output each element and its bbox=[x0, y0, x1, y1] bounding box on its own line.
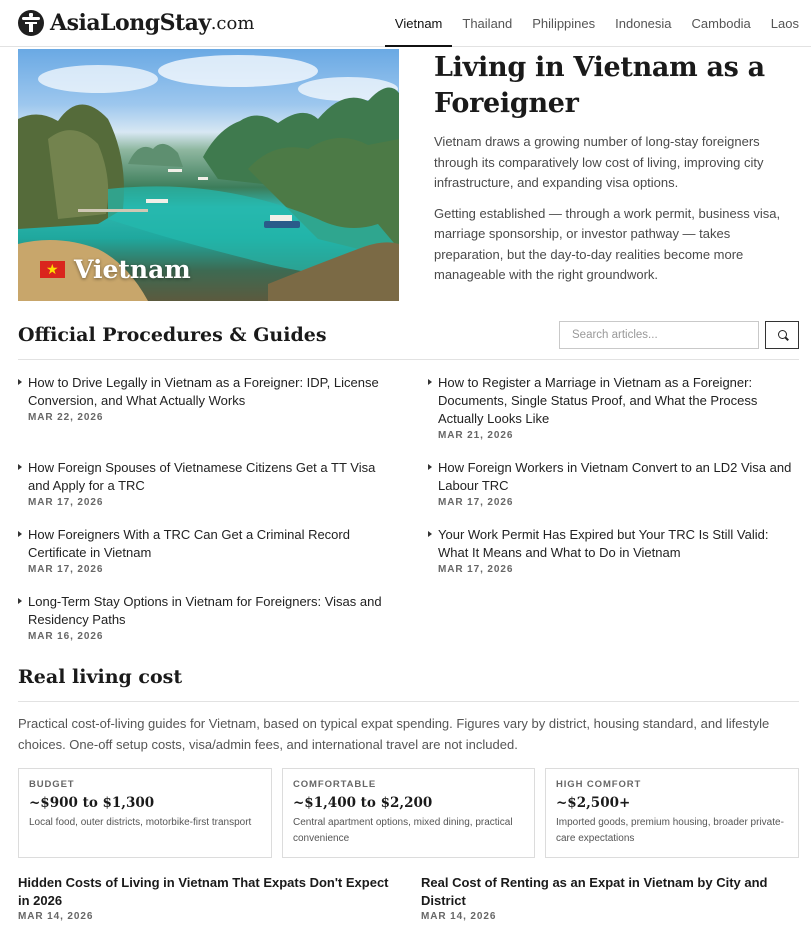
article-title[interactable]: How Foreign Spouses of Vietnamese Citizens Get a TT Visa and Apply for a TRC bbox=[28, 460, 376, 493]
bullet-arrow-icon bbox=[18, 598, 22, 604]
cost-tier-comfortable bbox=[282, 768, 535, 858]
cost-article-title[interactable]: Hidden Costs of Living in Vietnam That Expats Don't Expect in 2026 bbox=[18, 875, 389, 908]
procedures-title: Official Procedures & Guides bbox=[18, 324, 327, 346]
logo-tld: .com bbox=[210, 12, 255, 34]
article-title[interactable]: How Foreign Workers in Vietnam Convert to an LD2 Visa and Labour TRC bbox=[438, 460, 792, 493]
article-date: MAR 21, 2026 bbox=[438, 430, 514, 441]
vietnam-flag-icon bbox=[40, 261, 65, 278]
page-title: Living in Vietnam as a Foreigner bbox=[434, 52, 765, 119]
search-input[interactable] bbox=[559, 321, 759, 349]
article-date: MAR 17, 2026 bbox=[438, 497, 514, 508]
bullet-arrow-icon bbox=[18, 464, 22, 470]
tier-price: ~$900 to $1,300 bbox=[29, 795, 155, 811]
site-logo[interactable] bbox=[18, 10, 254, 36]
article-date: MAR 17, 2026 bbox=[28, 564, 104, 575]
intro-paragraph: Getting established — through a work permit, business visa, marriage sponsorship, or investor pathway — takes preparation, but the day-to-day realities become more manageable with the right groundwork. bbox=[434, 205, 781, 282]
cost-tier-budget bbox=[18, 768, 272, 858]
cost-article-item[interactable] bbox=[421, 874, 801, 922]
intro-paragraph: Vietnam draws a growing number of long-stay foreigners through its comparatively low cost of living, improving city infrastructure, and expanding visa options. bbox=[434, 134, 764, 190]
intro-section bbox=[434, 50, 794, 296]
article-date: MAR 17, 2026 bbox=[438, 564, 514, 575]
cost-article-date: MAR 14, 2026 bbox=[18, 911, 94, 922]
article-title[interactable]: How to Drive Legally in Vietnam as a Foreigner: IDP, License Conversion, and What Actually Works bbox=[28, 375, 379, 408]
hero-country-label: Vietnam bbox=[74, 255, 191, 284]
hero-image bbox=[18, 49, 399, 301]
tier-price: ~$1,400 to $2,200 bbox=[293, 795, 433, 811]
article-item[interactable] bbox=[428, 459, 798, 508]
hero-caption bbox=[40, 255, 191, 284]
bullet-arrow-icon bbox=[428, 531, 432, 537]
tier-note: Imported goods, premium housing, broader private-care expectations bbox=[556, 817, 784, 844]
article-item[interactable] bbox=[18, 593, 388, 642]
bullet-arrow-icon bbox=[428, 379, 432, 385]
pagoda-logo-icon bbox=[18, 10, 44, 36]
cost-article-item[interactable] bbox=[18, 874, 398, 922]
article-item[interactable] bbox=[428, 374, 798, 441]
cost-tier-high-comfort bbox=[545, 768, 799, 858]
cost-title: Real living cost bbox=[18, 666, 183, 688]
article-date: MAR 22, 2026 bbox=[28, 412, 104, 423]
bullet-arrow-icon bbox=[18, 379, 22, 385]
tier-label: BUDGET bbox=[29, 779, 75, 790]
tier-note: Central apartment options, mixed dining, practical convenience bbox=[293, 817, 513, 844]
article-item[interactable] bbox=[18, 374, 388, 423]
cost-description: Practical cost-of-living guides for Vietnam, based on typical expat spending. Figures vary by district, housing standard, and lifestyle choices. One-off setup costs, visa/admin fees, and international travel are not included. bbox=[18, 716, 770, 752]
search-button[interactable] bbox=[765, 321, 799, 349]
article-date: MAR 17, 2026 bbox=[28, 497, 104, 508]
tier-note: Local food, outer districts, motorbike-first transport bbox=[29, 817, 252, 828]
article-title[interactable]: How Foreigners With a TRC Can Get a Criminal Record Certificate in Vietnam bbox=[28, 527, 350, 560]
tier-label: COMFORTABLE bbox=[293, 779, 377, 790]
article-item[interactable] bbox=[18, 459, 388, 508]
country-nav bbox=[385, 0, 811, 47]
article-title[interactable]: Your Work Permit Has Expired but Your TRC Is Still Valid: What It Means and What to Do in Vietnam bbox=[438, 527, 769, 560]
nav-item-cambodia[interactable]: Cambodia bbox=[691, 16, 751, 31]
cost-article-title[interactable]: Real Cost of Renting as an Expat in Vietnam by City and District bbox=[421, 875, 768, 908]
nav-item-indonesia[interactable]: Indonesia bbox=[615, 16, 672, 31]
article-item[interactable] bbox=[428, 526, 798, 575]
logo-name: AsiaLongStay bbox=[50, 10, 211, 36]
cost-header bbox=[18, 664, 799, 702]
article-date: MAR 16, 2026 bbox=[28, 631, 104, 642]
nav-item-laos[interactable]: Laos bbox=[770, 16, 799, 31]
article-title[interactable]: How to Register a Marriage in Vietnam as a Foreigner: Documents, Single Status Proof, and What the Process Actually Looks Like bbox=[438, 375, 758, 426]
bullet-arrow-icon bbox=[18, 531, 22, 537]
article-item[interactable] bbox=[18, 526, 388, 575]
nav-item-vietnam[interactable]: Vietnam bbox=[385, 0, 452, 47]
article-title[interactable]: Long-Term Stay Options in Vietnam for Foreigners: Visas and Residency Paths bbox=[28, 594, 382, 627]
nav-item-philippines[interactable]: Philippines bbox=[532, 16, 596, 31]
tier-price: ~$2,500+ bbox=[556, 795, 631, 811]
cost-article-date: MAR 14, 2026 bbox=[421, 911, 497, 922]
nav-item-thailand[interactable]: Thailand bbox=[462, 16, 513, 31]
site-header bbox=[0, 0, 811, 47]
bullet-arrow-icon bbox=[428, 464, 432, 470]
tier-label: HIGH COMFORT bbox=[556, 779, 642, 790]
